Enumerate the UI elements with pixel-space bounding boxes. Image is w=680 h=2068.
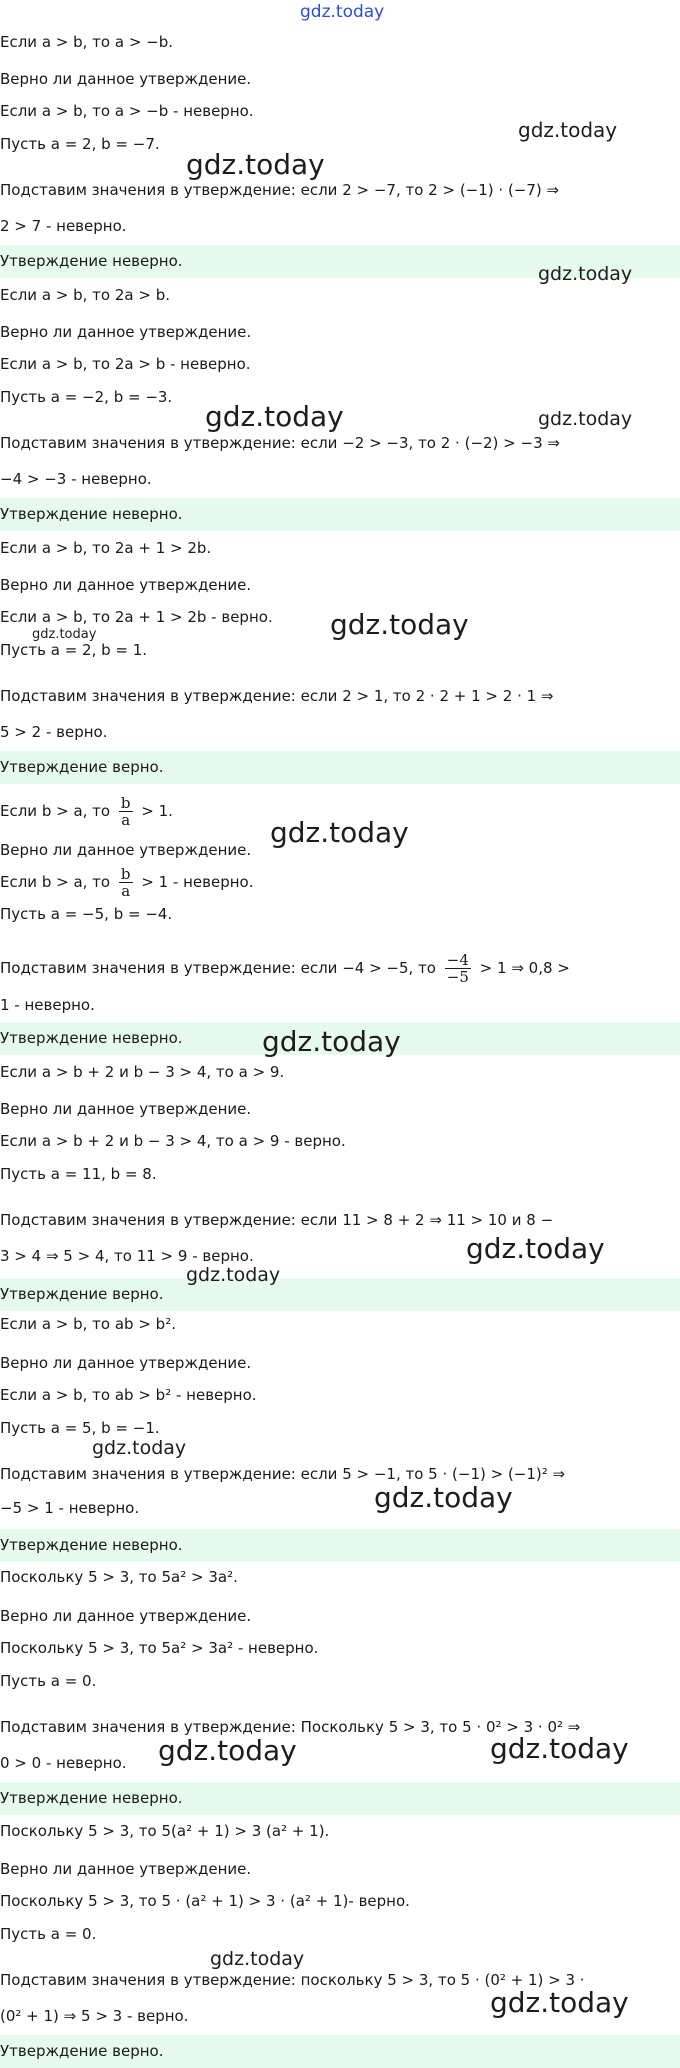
- conclusion: Утверждение верно.: [0, 758, 164, 776]
- question: Верно ли данное утверждение.: [0, 1607, 252, 1625]
- substitution-line-1: Подставим значения в утверждение: если 2 > −7, то 2 > (−1) · (−7) ⇒: [0, 181, 560, 199]
- question: Верно ли данное утверждение.: [0, 1860, 252, 1878]
- substitution-line-2: 1 - неверно.: [0, 996, 95, 1014]
- conclusion-band: [0, 1782, 680, 1815]
- conclusion-band: [0, 751, 680, 784]
- restatement: Если a > b, то a > −b - неверно.: [0, 102, 254, 120]
- substitution-prefix: Подставим значения в утверждение: если −4 > −5, то: [0, 959, 436, 977]
- conclusion: Утверждение неверно.: [0, 1536, 183, 1554]
- question: Верно ли данное утверждение.: [0, 70, 252, 88]
- conclusion-band: [0, 2035, 680, 2068]
- restatement-suffix: > 1 - неверно.: [141, 873, 254, 891]
- watermark: gdz.today: [374, 1481, 513, 1514]
- substitution-line-1: [0, 952, 570, 985]
- fraction-denominator: a: [121, 811, 131, 829]
- question: Верно ли данное утверждение.: [0, 841, 252, 859]
- let-values: Пусть a = 2, b = 1.: [0, 641, 148, 659]
- substitution-line-1: Подставим значения в утверждение: если 2 > 1, то 2 · 2 + 1 > 2 · 1 ⇒: [0, 687, 554, 705]
- conclusion: Утверждение верно.: [0, 2042, 164, 2060]
- restatement: Если a > b, то ab > b² - неверно.: [0, 1386, 257, 1404]
- watermark: gdz.today: [270, 816, 409, 849]
- watermark: gdz.today: [538, 263, 633, 285]
- watermark: gdz.today: [518, 118, 618, 142]
- fraction-numerator: −4: [446, 951, 469, 969]
- conclusion: Утверждение неверно.: [0, 505, 183, 523]
- substitution-line-1: Подставим значения в утверждение: если 11 > 8 + 2 ⇒ 11 > 10 и 8 −: [0, 1211, 554, 1229]
- watermark: gdz.today: [92, 1437, 187, 1459]
- watermark: gdz.today: [330, 608, 469, 641]
- watermark: gdz.today: [186, 1264, 281, 1286]
- substitution-line-1: Подставим значения в утверждение: если −2 > −3, то 2 · (−2) > −3 ⇒: [0, 434, 560, 452]
- question: Верно ли данное утверждение.: [0, 323, 252, 341]
- watermark: gdz.today: [205, 400, 344, 433]
- substitution-line-2: 5 > 2 - верно.: [0, 723, 108, 741]
- restatement: Если a > b, то 2a > b - неверно.: [0, 355, 251, 373]
- watermark: gdz.today: [210, 1948, 305, 1970]
- fraction: [445, 952, 471, 985]
- substitution-line-2: −5 > 1 - неверно.: [0, 1499, 140, 1517]
- substitution-line-2: −4 > −3 - неверно.: [0, 470, 152, 488]
- fraction-numerator: b: [120, 865, 131, 883]
- substitution-line-1: Подставим значения в утверждение: Поскольку 5 > 3, то 5 · 0² > 3 · 0² ⇒: [0, 1718, 581, 1736]
- statement-suffix: > 1.: [141, 802, 173, 820]
- watermark-top: gdz.today: [300, 2, 385, 22]
- restatement: Поскольку 5 > 3, то 5 · (a² + 1) > 3 · (a² + 1)- верно.: [0, 1892, 410, 1910]
- substitution-line-1: Подставим значения в утверждение: если 5 > −1, то 5 · (−1) > (−1)² ⇒: [0, 1465, 566, 1483]
- statement-prefix: Если b > a, то: [0, 802, 111, 820]
- fraction-denominator: a: [121, 882, 131, 900]
- statement: Поскольку 5 > 3, то 5a² > 3a².: [0, 1568, 238, 1586]
- fraction-denominator: −5: [446, 968, 469, 986]
- substitution-line-2: 2 > 7 - неверно.: [0, 217, 127, 235]
- conclusion-band: [0, 1529, 680, 1562]
- let-values: Пусть a = 2, b = −7.: [0, 135, 160, 153]
- statement: Если a > b, то 2a + 1 > 2b.: [0, 539, 212, 557]
- question: Верно ли данное утверждение.: [0, 1100, 252, 1118]
- substitution-line-2: 3 > 4 ⇒ 5 > 4, то 11 > 9 - верно.: [0, 1247, 254, 1265]
- watermark: gdz.today: [158, 1734, 297, 1767]
- watermark: gdz.today: [466, 1232, 605, 1265]
- statement: Если a > b, то ab > b².: [0, 1315, 176, 1333]
- watermark: gdz.today: [538, 408, 633, 430]
- restatement-prefix: Если b > a, то: [0, 873, 111, 891]
- watermark: gdz.today: [490, 1986, 629, 2019]
- statement: Поскольку 5 > 3, то 5(a² + 1) > 3 (a² + 1).: [0, 1822, 330, 1840]
- let-values: Пусть a = −2, b = −3.: [0, 388, 173, 406]
- let-values: Пусть a = 0.: [0, 1672, 97, 1690]
- restatement: Поскольку 5 > 3, то 5a² > 3a² - неверно.: [0, 1639, 319, 1657]
- fraction-numerator: b: [120, 794, 131, 812]
- substitution-line-1: Подставим значения в утверждение: поскольку 5 > 3, то 5 · (0² + 1) > 3 ·: [0, 1971, 585, 1989]
- question: Верно ли данное утверждение.: [0, 576, 252, 594]
- fraction: [119, 795, 133, 828]
- conclusion: Утверждение неверно.: [0, 1029, 183, 1047]
- substitution-line-2: (0² + 1) ⇒ 5 > 3 - верно.: [0, 2007, 189, 2025]
- conclusion-band: [0, 1278, 680, 1311]
- conclusion: Утверждение неверно.: [0, 1789, 183, 1807]
- fraction: [119, 866, 133, 899]
- restatement: Если a > b + 2 и b − 3 > 4, то a > 9 - верно.: [0, 1132, 346, 1150]
- watermark: gdz.today: [262, 1025, 401, 1058]
- let-values: Пусть a = 0.: [0, 1925, 97, 1943]
- substitution-suffix: > 1 ⇒ 0,8 >: [479, 959, 570, 977]
- conclusion-band: [0, 498, 680, 531]
- substitution-line-2: 0 > 0 - неверно.: [0, 1754, 127, 1772]
- watermark: gdz.today: [32, 627, 97, 642]
- let-values: Пусть a = 5, b = −1.: [0, 1419, 160, 1437]
- question: Верно ли данное утверждение.: [0, 1354, 252, 1372]
- statement: [0, 795, 173, 828]
- statement: Если a > b, то 2a > b.: [0, 286, 170, 304]
- conclusion: Утверждение верно.: [0, 1285, 164, 1303]
- statement: Если a > b, то a > −b.: [0, 33, 174, 51]
- conclusion: Утверждение неверно.: [0, 252, 183, 270]
- watermark: gdz.today: [186, 148, 325, 181]
- statement: Если a > b + 2 и b − 3 > 4, то a > 9.: [0, 1063, 285, 1081]
- watermark: gdz.today: [490, 1732, 629, 1765]
- let-values: Пусть a = 11, b = 8.: [0, 1165, 157, 1183]
- restatement: [0, 866, 254, 899]
- restatement: Если a > b, то 2a + 1 > 2b - верно.: [0, 608, 273, 626]
- let-values: Пусть a = −5, b = −4.: [0, 905, 173, 923]
